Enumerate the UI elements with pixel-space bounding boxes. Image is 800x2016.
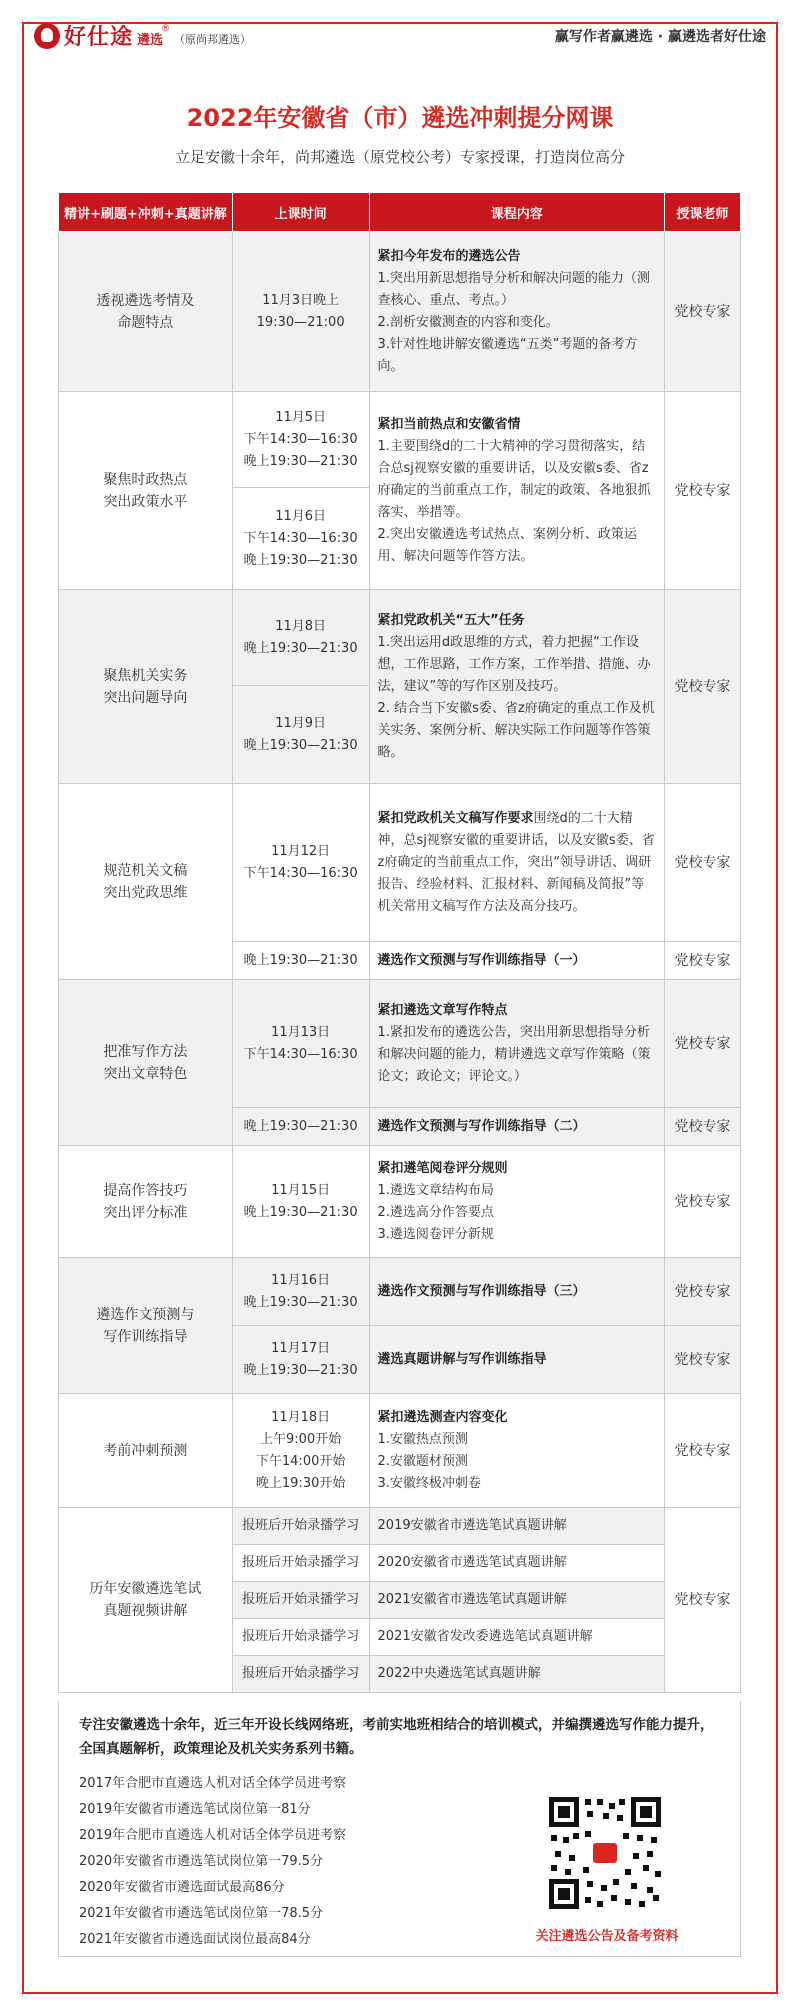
time-line: 晚上19:30—21:30 xyxy=(243,1294,358,1310)
table-row xyxy=(59,1146,741,1258)
content-item: 围绕d的二十大精神，总sj视察安徽的重要讲话，以及安徽s委、省z府确定的当前重点工作，突出“领导讲话、调研报告、经验材料、汇报材料、新闻稿及简报”等机关常用文稿写作方法及高分技巧。 xyxy=(377,810,655,914)
topic-cell xyxy=(59,1508,233,1693)
time-line: 下午14:30—16:30 xyxy=(243,530,358,546)
content-cell: 遴选作文预测与写作训练指导（二） xyxy=(369,1108,665,1146)
footer-intro: 专注安徽遴选十余年，近三年开设长线网络班，考前实地班相结合的培训模式，并编撰遴选写作能力提升，全国真题解析，政策理论及机关实务系列书籍。 xyxy=(79,1717,714,1757)
list-item: 2019年安徽省市遴选笔试岗位第一81分 xyxy=(79,1802,311,1817)
table-row xyxy=(59,784,741,942)
content-item: 1.安徽热点预测 xyxy=(377,1431,468,1447)
content-cell xyxy=(369,392,665,590)
table-row xyxy=(59,232,741,392)
time-cell: 报班后开始录播学习 xyxy=(232,1619,369,1656)
time-line: 19:30—21:00 xyxy=(256,314,345,330)
content-item: 1.突出用新思想指导分析和解决问题的能力（测查核心、重点、考点。） xyxy=(377,270,650,308)
page-subtitle: 立足安徽十余年，尚邦遴选（原党校公考）专家授课，打造岗位高分 xyxy=(174,148,625,166)
content-item: 1.突出运用d政思维的方式，着力把握“工作设想，工作思路，工作方案，工作举措、措施、办法，建议”等的写作区别及技巧。 xyxy=(377,634,651,694)
content-cell: 遴选真题讲解与写作训练指导 xyxy=(369,1326,665,1394)
content-cell: 2021安徽省市遴选笔试真题讲解 xyxy=(369,1582,665,1619)
teacher-cell: 党校专家 xyxy=(665,1108,741,1146)
time-cell xyxy=(232,1146,369,1258)
content-heading: 紧扣遴选文章写作特点 xyxy=(377,1002,508,1018)
time-line: 下午14:00开始 xyxy=(255,1453,346,1469)
topic-line: 写作训练指导 xyxy=(103,1328,188,1345)
teacher-cell: 党校专家 xyxy=(665,1508,741,1693)
topic-line: 透视遴选考情及 xyxy=(96,292,195,309)
page-header xyxy=(0,18,800,54)
time-cell: 晚上19:30—21:30 xyxy=(232,1108,369,1146)
content-cell xyxy=(369,590,665,784)
time-line: 11月13日 xyxy=(271,1024,331,1040)
content-item: 1.紧扣发布的遴选公告，突出用新思想指导分析和解决问题的能力，精讲遴选文章写作策略（策论文；政论文；评论文。） xyxy=(377,1024,651,1084)
topic-line: 突出评分标准 xyxy=(103,1204,188,1221)
content-heading: 紧扣遴笔阅卷评分规则 xyxy=(377,1160,508,1176)
table-row xyxy=(59,980,741,1108)
column-header-content: 课程内容 xyxy=(369,193,665,232)
topic-line: 把准写作方法 xyxy=(103,1043,188,1060)
time-line: 11月16日 xyxy=(271,1272,331,1288)
topic-cell xyxy=(59,980,233,1146)
time-line: 下午14:30—16:30 xyxy=(243,865,358,881)
content-item: 2.安徽题材预测 xyxy=(377,1453,468,1469)
content-cell: 2021安徽省发改委遴选笔试真题讲解 xyxy=(369,1619,665,1656)
time-line: 11月6日 xyxy=(275,508,327,524)
time-cell xyxy=(232,980,369,1108)
time-line: 晚上19:30—21:30 xyxy=(243,640,358,656)
topic-cell xyxy=(59,392,233,590)
time-cell xyxy=(232,488,369,590)
time-line: 11月17日 xyxy=(271,1340,331,1356)
list-item: 2021年安徽省市遴选面试岗位最高84分 xyxy=(79,1932,311,1947)
time-line: 上午9:00开始 xyxy=(260,1431,342,1447)
time-cell: 报班后开始录播学习 xyxy=(232,1545,369,1582)
topic-line: 提高作答技巧 xyxy=(103,1182,188,1199)
content-heading: 紧扣党政机关文稿写作要求 xyxy=(377,810,534,826)
topic-line: 突出党政思维 xyxy=(103,884,188,901)
list-item: 2019年合肥市直遴选人机对话全体学员进考察 xyxy=(79,1828,347,1843)
time-cell: 报班后开始录播学习 xyxy=(232,1656,369,1693)
topic-cell xyxy=(59,1146,233,1258)
content-cell xyxy=(369,980,665,1108)
column-header-topic: 精讲+刷题+冲刺+真题讲解 xyxy=(59,193,233,232)
content-item: 2. 结合当下安徽s委、省z府确定的重点工作及机关实务、案例分析、解决实际工作问题等作答策略。 xyxy=(377,700,655,760)
qr-caption: 关注遴选公告及备考资料 xyxy=(535,1929,679,1944)
content-cell: 遴选作文预测与写作训练指导（一） xyxy=(369,942,665,980)
content-cell xyxy=(369,784,665,942)
time-cell: 报班后开始录播学习 xyxy=(232,1582,369,1619)
logo-main-text: 好仕途 xyxy=(64,24,134,50)
topic-cell xyxy=(59,1258,233,1394)
topic-line: 聚焦机关实务 xyxy=(103,667,188,684)
topic-line: 突出问题导向 xyxy=(103,689,188,706)
time-cell xyxy=(232,590,369,686)
topic-line: 遴选作文预测与 xyxy=(96,1306,195,1323)
list-item: 2020年安徽省市遴选笔试岗位第一79.5分 xyxy=(79,1854,324,1869)
table-row xyxy=(59,1394,741,1508)
content-cell: 2022中央遴选笔试真题讲解 xyxy=(369,1656,665,1693)
qr-code-icon[interactable] xyxy=(547,1795,663,1911)
topic-cell xyxy=(59,784,233,980)
logo-flame-icon xyxy=(34,23,60,49)
teacher-cell: 党校专家 xyxy=(665,942,741,980)
content-item: 1.遴选文章结构布局 xyxy=(377,1182,494,1198)
content-item: 2.剖析安徽测查的内容和变化。 xyxy=(377,314,559,330)
time-line: 晚上19:30—21:30 xyxy=(243,552,358,568)
topic-cell xyxy=(59,590,233,784)
topic-line: 真题视频讲解 xyxy=(103,1603,188,1619)
header-slogan: 赢写作者赢遴选 · 赢遴选者好仕途 xyxy=(554,29,766,45)
table-row xyxy=(59,1258,741,1326)
content-heading: 紧扣当前热点和安徽省情 xyxy=(377,416,521,432)
time-line: 晚上19:30—21:30 xyxy=(243,1204,358,1220)
content-cell: 遴选作文预测与写作训练指导（三） xyxy=(369,1258,665,1326)
topic-line: 命题特点 xyxy=(117,314,174,331)
content-item: 2.突出安徽遴选考试热点、案例分析、政策运用、解决问题等作答方法。 xyxy=(377,526,637,564)
time-line: 11月9日 xyxy=(275,715,327,731)
time-cell xyxy=(232,686,369,784)
topic-line: 突出政策水平 xyxy=(103,493,188,510)
course-schedule-table xyxy=(58,192,741,1693)
column-header-teacher: 授课老师 xyxy=(665,193,741,232)
column-header-time: 上课时间 xyxy=(232,193,369,232)
teacher-cell: 党校专家 xyxy=(665,980,741,1108)
logo-sub-text: 遴选 xyxy=(137,33,164,48)
achievement-list xyxy=(79,1771,346,1953)
topic-cell xyxy=(59,232,233,392)
teacher-cell: 党校专家 xyxy=(665,232,741,392)
time-line: 晚上19:30—21:30 xyxy=(243,453,358,469)
time-line: 11月12日 xyxy=(271,843,331,859)
table-row xyxy=(59,590,741,686)
topic-line: 考前冲刺预测 xyxy=(103,1442,188,1459)
time-cell: 晚上19:30—21:30 xyxy=(232,942,369,980)
content-cell: 2019安徽省市遴选笔试真题讲解 xyxy=(369,1508,665,1545)
time-cell xyxy=(232,1394,369,1508)
time-line: 11月15日 xyxy=(271,1182,331,1198)
time-line: 11月3日晚上 xyxy=(262,292,340,308)
content-cell xyxy=(369,1146,665,1258)
topic-line: 规范机关文稿 xyxy=(103,862,188,879)
time-cell xyxy=(232,392,369,488)
content-item: 3.针对性地讲解安徽遴选“五类”考题的备考方向。 xyxy=(377,336,638,374)
topic-line: 聚焦时政热点 xyxy=(103,471,188,488)
teacher-cell: 党校专家 xyxy=(665,1146,741,1258)
logo-former-name: （原尚邦遴选） xyxy=(174,32,252,46)
time-cell xyxy=(232,784,369,942)
time-line: 下午14:30—16:30 xyxy=(243,431,358,447)
list-item: 2017年合肥市直遴选人机对话全体学员进考察 xyxy=(79,1776,347,1791)
registered-mark: ® xyxy=(161,23,171,34)
time-line: 11月8日 xyxy=(275,618,327,634)
teacher-cell: 党校专家 xyxy=(665,784,741,942)
content-cell xyxy=(369,232,665,392)
time-line: 11月18日 xyxy=(271,1409,331,1425)
table-row xyxy=(59,1508,741,1545)
teacher-cell: 党校专家 xyxy=(665,1258,741,1326)
topic-line: 突出文章特色 xyxy=(103,1065,188,1082)
time-cell xyxy=(232,232,369,392)
teacher-cell: 党校专家 xyxy=(665,1326,741,1394)
content-item: 2.遴选高分作答要点 xyxy=(377,1204,494,1220)
content-item: 3.遴选阅卷评分新规 xyxy=(377,1226,494,1242)
time-line: 晚上19:30—21:30 xyxy=(243,737,358,753)
time-cell: 报班后开始录播学习 xyxy=(232,1508,369,1545)
content-heading: 紧扣遴选测查内容变化 xyxy=(377,1409,508,1425)
time-cell xyxy=(232,1326,369,1394)
teacher-cell: 党校专家 xyxy=(665,1394,741,1508)
time-line: 下午14:30—16:30 xyxy=(243,1046,358,1062)
list-item: 2020年安徽省市遴选面试最高86分 xyxy=(79,1880,285,1895)
content-cell: 2020安徽省市遴选笔试真题讲解 xyxy=(369,1545,665,1582)
time-cell xyxy=(232,1258,369,1326)
content-heading: 紧扣今年发布的遴选公告 xyxy=(377,248,521,264)
content-heading: 紧扣党政机关“五大”任务 xyxy=(377,612,525,628)
list-item: 2021年安徽省市遴选笔试岗位第一78.5分 xyxy=(79,1906,324,1921)
table-header-row xyxy=(59,193,741,232)
teacher-cell: 党校专家 xyxy=(665,392,741,590)
topic-line: 历年安徽遴选笔试 xyxy=(89,1581,202,1597)
content-item: 1.主要围绕d的二十大精神的学习贯彻落实，结合总sj视察安徽的重要讲话，以及安徽s委、省z府确定的当前重点工作，制定的政策、各地狠抓落实、举措等。 xyxy=(377,438,651,520)
brand-logo[interactable] xyxy=(34,20,251,51)
footer-section xyxy=(58,1701,741,1957)
time-line: 晚上19:30开始 xyxy=(255,1475,346,1491)
time-line: 晚上19:30—21:30 xyxy=(243,1362,358,1378)
content-cell xyxy=(369,1394,665,1508)
content-item: 3.安徽终极冲刺卷 xyxy=(377,1475,481,1491)
table-row xyxy=(59,392,741,488)
time-line: 11月5日 xyxy=(275,409,327,425)
teacher-cell: 党校专家 xyxy=(665,590,741,784)
page-title: 2022年安徽省（市）遴选冲刺提分网课 xyxy=(186,104,614,132)
topic-cell xyxy=(59,1394,233,1508)
